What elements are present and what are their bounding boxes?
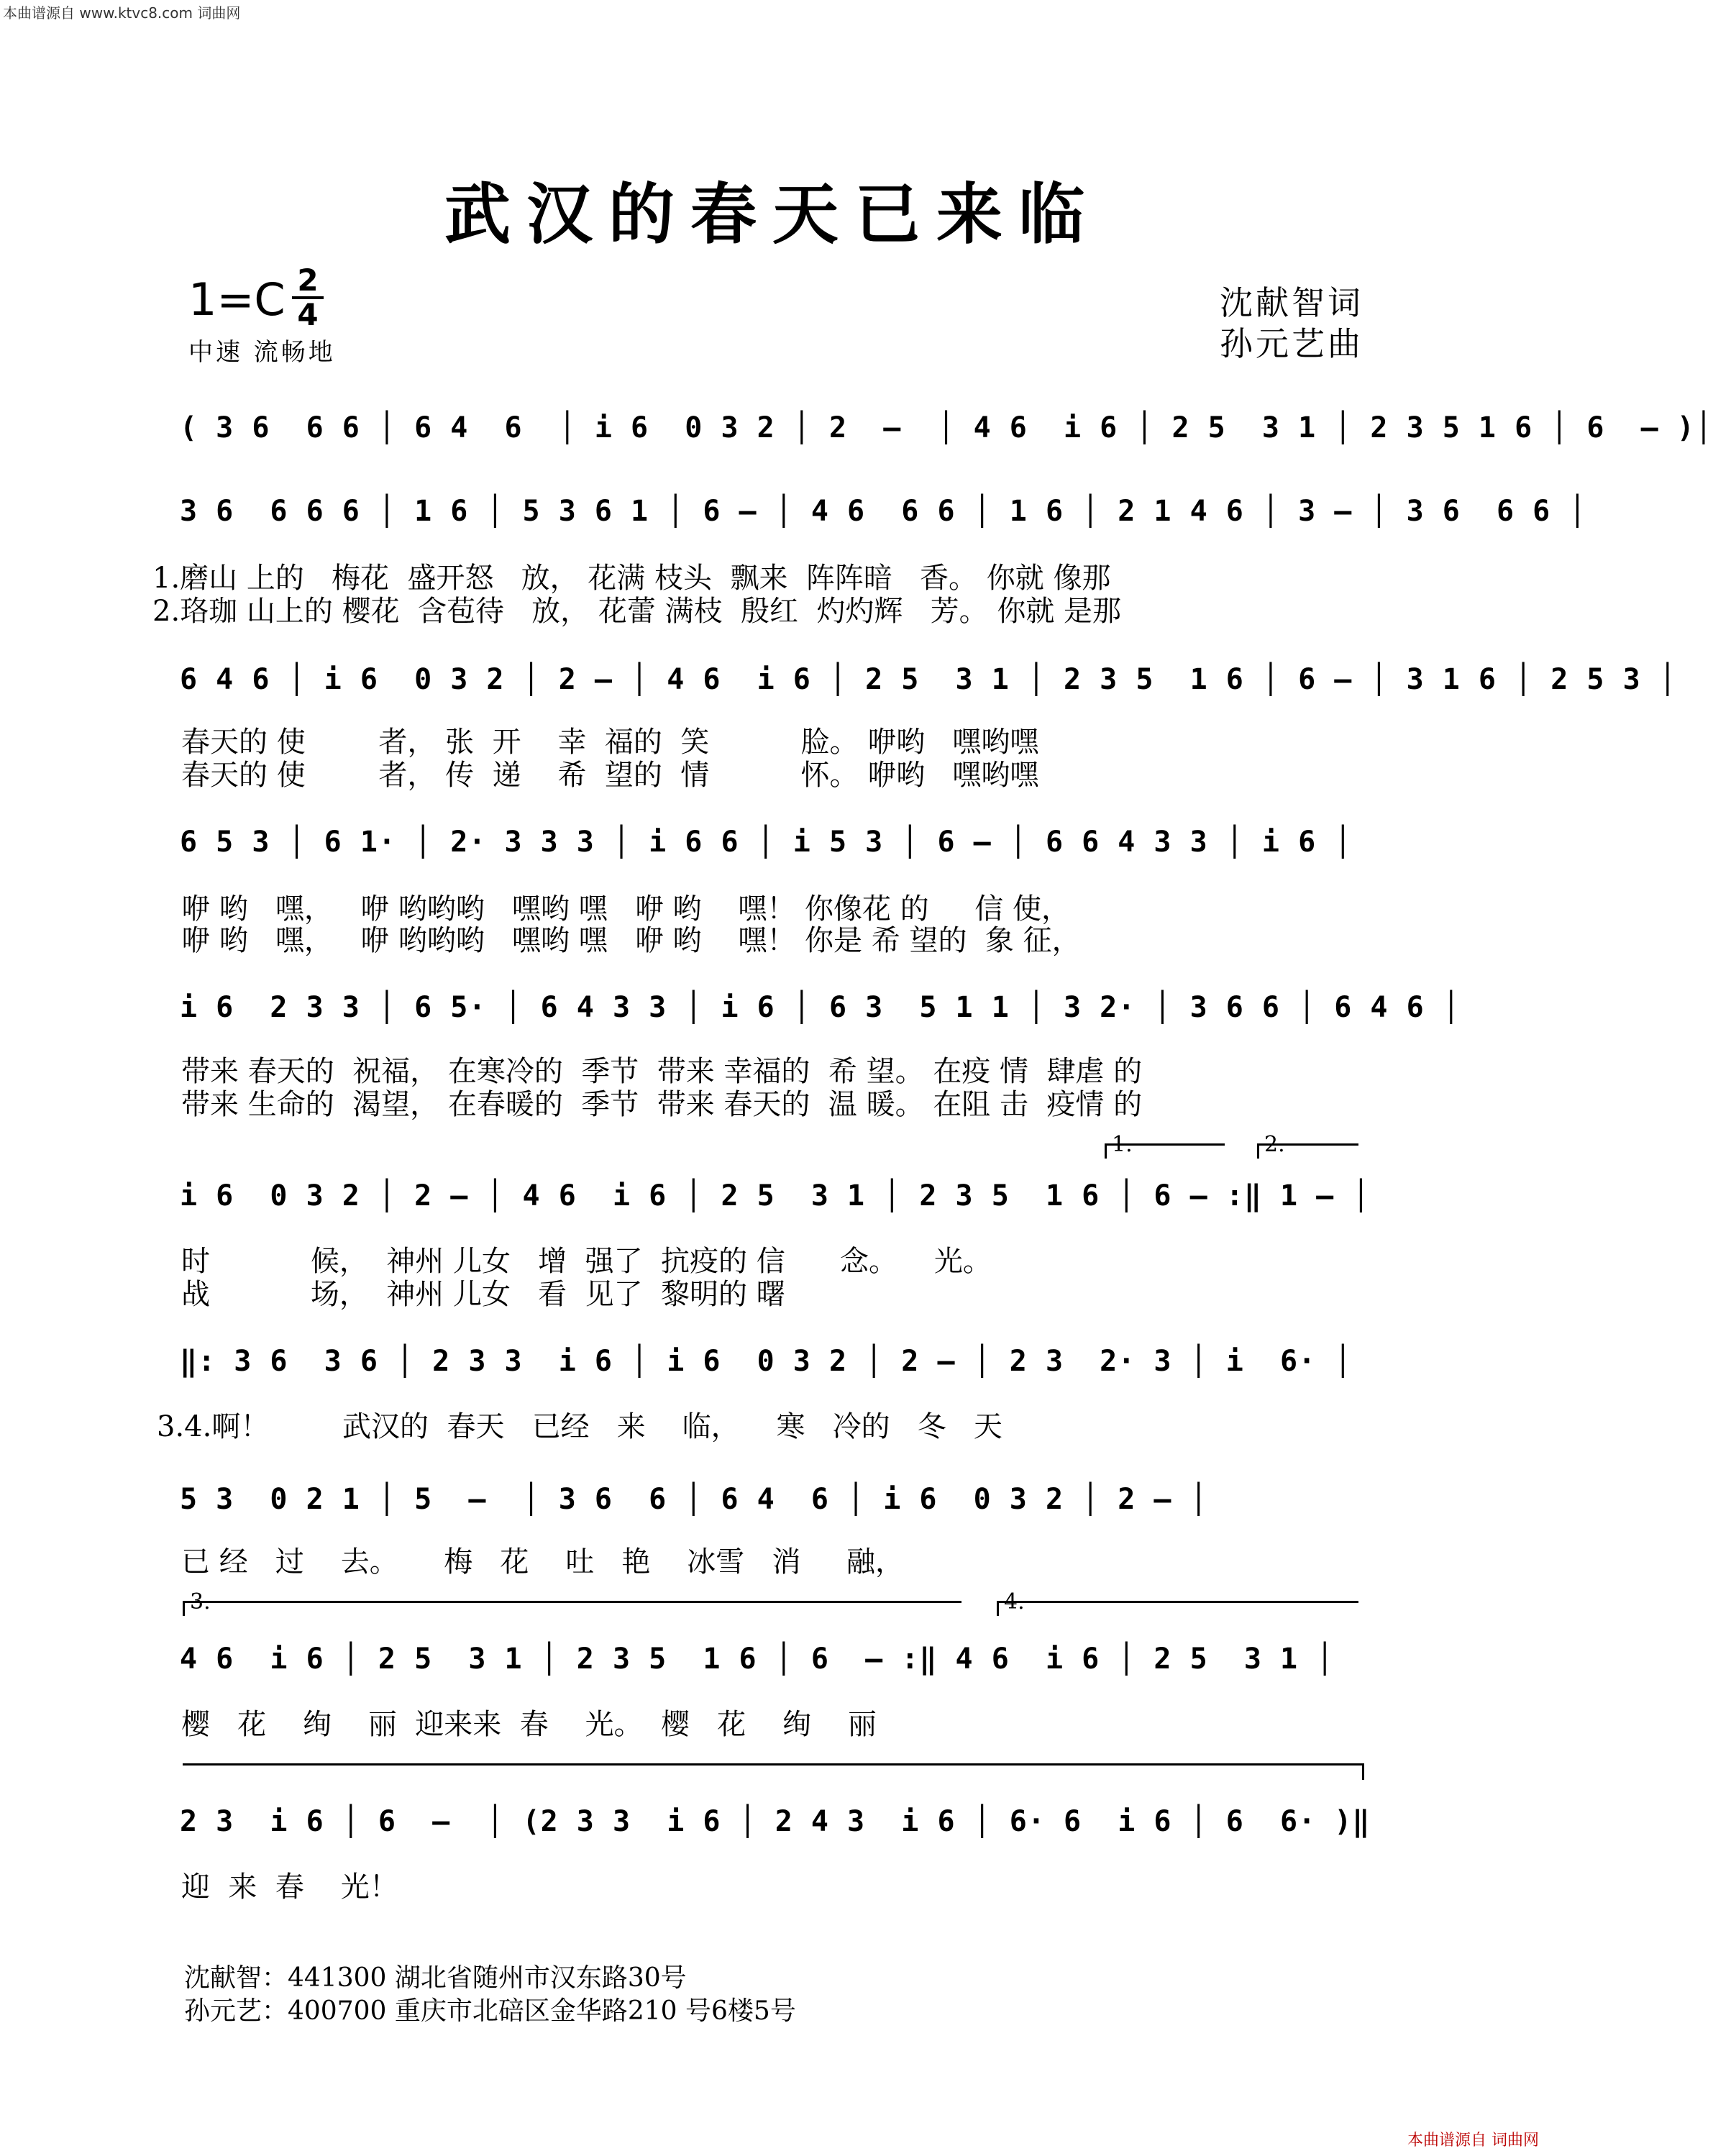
volta-bracket-4 — [997, 1601, 1358, 1616]
notation-row-3: 6 4 6 │ i 6 0 3 2 │ 2 – │ 4 6 i 6 │ 2 5 3 1 │ 2 3 5 1 6 │ 6 – │ 3 1 6 │ 2 5 3 │ — [180, 663, 1677, 696]
address-composer: 孙元艺：400700 重庆市北碚区金华路210 号6楼5号 — [184, 1996, 796, 2026]
volta-label-4: 4. — [1004, 1589, 1025, 1614]
lyric-row-4-verse-2: 咿 哟 嘿， 咿 哟哟哟 嘿哟 嘿 咿 哟 嘿！ 你是 希 望的 象 征， — [181, 924, 1081, 957]
tempo-marking: 中速 流畅地 — [188, 338, 336, 367]
time-signature — [289, 262, 326, 332]
lyric-row-2-verse-2: 2.珞珈 山上的 樱花 含苞待 放， 花蕾 满枝 殷红 灼灼辉 芳。 你就 是那 — [152, 595, 1122, 628]
volta-label-2: 2. — [1264, 1132, 1285, 1157]
volta-label-1: 1. — [1112, 1132, 1133, 1157]
lyric-row-3-verse-2: 春天的 使 者， 传 递 希 望的 情 怀。 咿哟 嘿哟嘿 — [181, 759, 1039, 792]
composer: 孙元艺曲 — [1220, 324, 1363, 363]
notation-row-4: 6 5 3 │ 6 1· │ 2· 3 3 3 │ i 6 6 │ i 5 3 │ 6 – │ 6 6 4 3 3 │ i 6 │ — [180, 826, 1353, 859]
lyric-row-9: 樱 花 绚 丽 迎来来 春 光。 樱 花 绚 丽 — [181, 1708, 877, 1741]
lyric-row-10: 迎 来 春 光！ — [181, 1870, 398, 1904]
lyricist: 沈献智词 — [1220, 283, 1363, 322]
notation-row-2: 3 6 6 6 6 │ 1 6 │ 5 3 6 1 │ 6 – │ 4 6 6 6 │ 1 6 │ 2 1 4 6 │ 3 – │ 3 6 6 6 │ — [180, 495, 1587, 528]
notation-row-1: ( 3 6 6 6 │ 6 4 6 │ i 6 0 3 2 │ 2 – │ 4 6 i 6 │ 2 5 3 1 │ 2 3 5 1 6 │ 6 – )│ — [180, 411, 1713, 444]
lyric-row-2-verse-1: 1.磨山 上的 梅花 盛开怒 放， 花满 枝头 飘来 阵阵暗 香。 你就 像那 — [152, 562, 1111, 595]
lyric-row-5-verse-1: 带来 春天的 祝福， 在寒冷的 季节 带来 幸福的 希 望。 在疫 情 肆虐 的 — [181, 1055, 1143, 1088]
notation-row-7: ‖: 3 6 3 6 │ 2 3 3 i 6 │ i 6 0 3 2 │ 2 – │ 2 3 2· 3 │ i 6· │ — [180, 1345, 1353, 1378]
continuation-bracket — [183, 1763, 1364, 1780]
key-signature: 1=C — [188, 273, 286, 326]
lyric-row-6-verse-1: 时 候， 神州 儿女 增 强了 抗疫的 信 念。 光。 — [181, 1245, 992, 1278]
address-lyricist: 沈献智：441300 湖北省随州市汉东路30号 — [184, 1963, 687, 1993]
volta-label-3: 3. — [190, 1589, 211, 1614]
volta-bracket-3 — [183, 1601, 961, 1616]
footer-watermark: 本曲谱源自 词曲网 — [1407, 2132, 1539, 2150]
lyric-row-5-verse-2: 带来 生命的 渴望， 在春暖的 季节 带来 春天的 温 暖。 在阻 击 疫情 的 — [181, 1088, 1143, 1121]
lyric-row-7: 3.4.啊！ 武汉的 春天 已经 来 临， 寒 冷的 冬 天 — [157, 1410, 1002, 1443]
page-title: 武汉的春天已来临 — [444, 175, 1100, 253]
notation-row-9: 4 6 i 6 │ 2 5 3 1 │ 2 3 5 1 6 │ 6 – :‖ 4 6 i 6 │ 2 5 3 1 │ — [180, 1643, 1335, 1676]
lyric-row-4-verse-1: 咿 哟 嘿， 咿 哟哟哟 嘿哟 嘿 咿 哟 嘿！ 你像花 的 信 使， — [181, 892, 1071, 926]
time-sig-bottom: 4 — [297, 297, 319, 332]
lyric-row-8: 已 经 过 去。 梅 花 吐 艳 冰雪 消 融， — [181, 1545, 905, 1579]
notation-row-10: 2 3 i 6 │ 6 – │ (2 3 3 i 6 │ 2 4 3 i 6 │ 6· 6 i 6 │ 6 6· )‖ — [180, 1805, 1371, 1838]
notation-row-6: i 6 0 3 2 │ 2 – │ 4 6 i 6 │ 2 5 3 1 │ 2 3 5 1 6 │ 6 – :‖ 1 – │ — [180, 1179, 1371, 1212]
time-sig-top: 2 — [297, 262, 319, 298]
notation-row-5: i 6 2 3 3 │ 6 5· │ 6 4 3 3 │ i 6 │ 6 3 5 1 1 │ 3 2· │ 3 6 6 │ 6 4 6 │ — [180, 991, 1461, 1024]
lyric-row-3-verse-1: 春天的 使 者， 张 开 幸 福的 笑 脸。 咿哟 嘿哟嘿 — [181, 726, 1039, 759]
notation-row-8: 5 3 0 2 1 │ 5 – │ 3 6 6 │ 6 4 6 │ i 6 0 3 2 │ 2 – │ — [180, 1483, 1208, 1516]
lyric-row-6-verse-2: 战 场， 神州 儿女 看 见了 黎明的 曙 — [181, 1278, 785, 1311]
header-watermark: 本曲谱源自 www.ktvc8.com 词曲网 — [3, 4, 241, 22]
